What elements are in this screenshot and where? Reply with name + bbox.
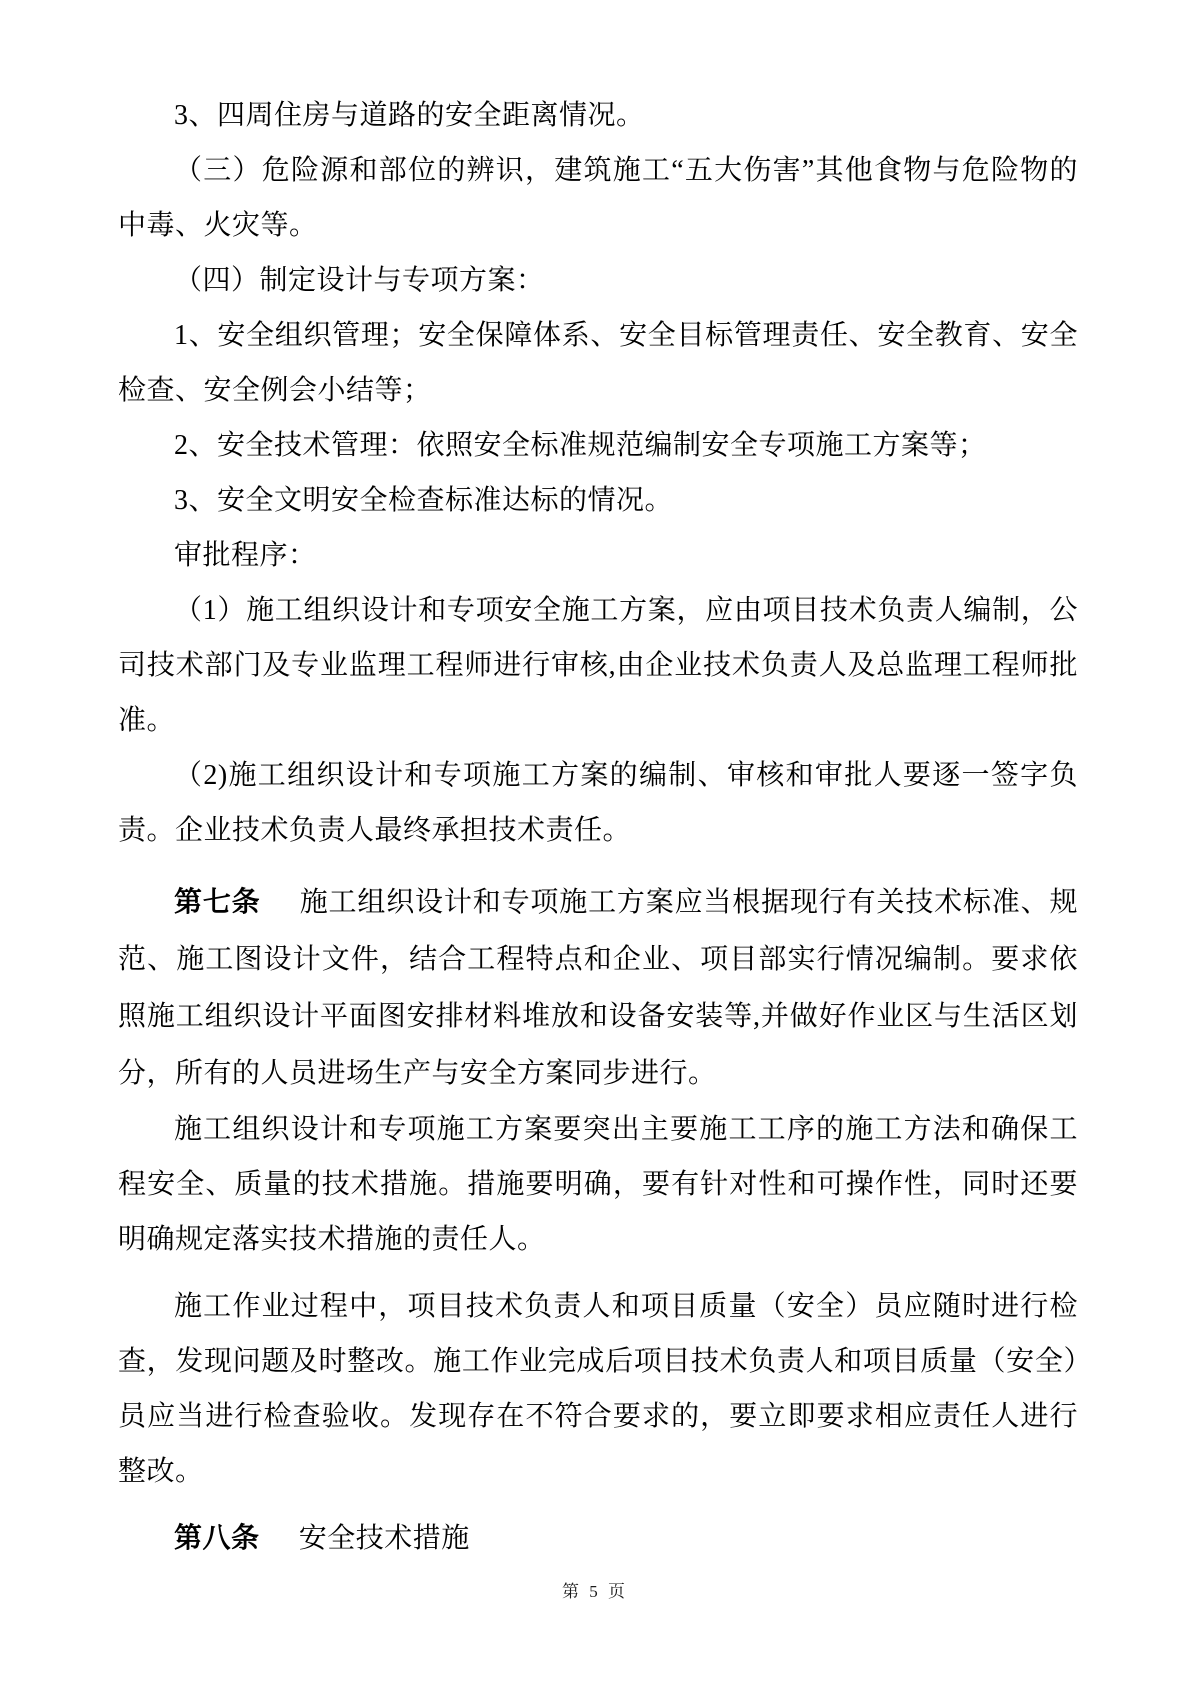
paragraph-article-8 bbox=[118, 1511, 1078, 1566]
paragraph bbox=[118, 583, 1078, 748]
paragraph bbox=[118, 748, 1078, 858]
paragraph-text: （1）施工组织设计和专项安全施工方案，应由项目技术负责人编制，公司技术部门及专业监理工程师进行审核,由企业技术负责人及总监理工程师批准。 bbox=[118, 595, 1078, 736]
paragraph-text: 3、安全文明安全检查标准达标的情况。 bbox=[174, 485, 674, 516]
article-number: 第七条 bbox=[174, 887, 261, 918]
paragraph bbox=[118, 88, 1078, 143]
paragraph-text: 施工组织设计和专项施工方案应当根据现行有关技术标准、规范、施工图设计文件，结合工程特点和企业、项目部实行情况编制。要求依照施工组织设计平面图安排材料堆放和设备安装等,并做好作业区与生活区划分，所有的人员进场生产与安全方案同步进行。 bbox=[118, 887, 1078, 1089]
paragraph bbox=[118, 253, 1078, 308]
paragraph bbox=[118, 473, 1078, 528]
paragraph bbox=[118, 1279, 1078, 1499]
paragraph-text: （2)施工组织设计和专项施工方案的编制、审核和审批人要逐一签字负责。企业技术负责人最终承担技术责任。 bbox=[118, 760, 1078, 846]
paragraph bbox=[118, 1102, 1078, 1267]
document-body bbox=[118, 88, 1078, 1566]
paragraph bbox=[118, 143, 1078, 253]
paragraph bbox=[118, 418, 1078, 473]
paragraph-text: 2、安全技术管理：依照安全标准规范编制安全专项施工方案等； bbox=[174, 430, 987, 461]
paragraph-text: 1、安全组织管理；安全保障体系、安全目标管理责任、安全教育、安全检查、安全例会小结等； bbox=[118, 320, 1078, 406]
paragraph-text: 3、四周住房与道路的安全距离情况。 bbox=[174, 100, 645, 131]
paragraph-text: 审批程序： bbox=[174, 540, 317, 571]
article-number: 第八条 bbox=[174, 1523, 260, 1554]
paragraph-text: 施工组织设计和专项施工方案要突出主要施工工序的施工方法和确保工程安全、质量的技术措施。措施要明确，要有针对性和可操作性，同时还要明确规定落实技术措施的责任人。 bbox=[118, 1114, 1078, 1255]
paragraph bbox=[118, 308, 1078, 418]
paragraph-text: 安全技术措施 bbox=[298, 1523, 470, 1554]
paragraph-text: （三）危险源和部位的辨识，建筑施工“五大伤害”其他食物与危险物的中毒、火灾等。 bbox=[118, 155, 1078, 241]
paragraph-text: 施工作业过程中，项目技术负责人和项目质量（安全）员应随时进行检查，发现问题及时整改。施工作业完成后项目技术负责人和项目质量（安全）员应当进行检查验收。发现存在不符合要求的，要立即要求相应责任人进行整改。 bbox=[118, 1291, 1078, 1487]
paragraph-text: （四）制定设计与专项方案： bbox=[174, 265, 545, 296]
paragraph bbox=[118, 528, 1078, 583]
paragraph-article-7 bbox=[118, 874, 1078, 1102]
page-footer: 第 5 页 bbox=[562, 1582, 628, 1601]
